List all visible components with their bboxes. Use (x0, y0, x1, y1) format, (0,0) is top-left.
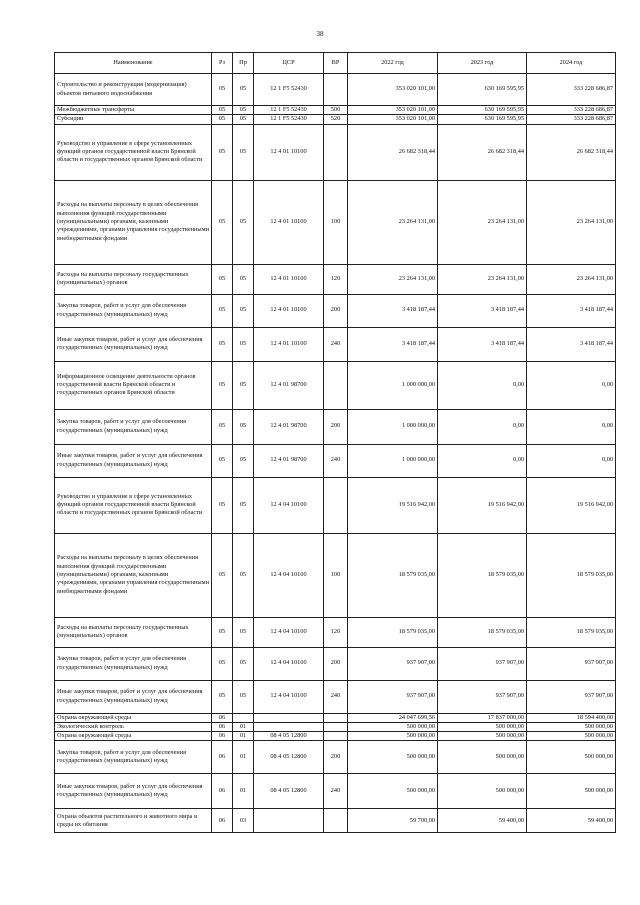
cell-csr: 12 4 04 10100 (254, 533, 324, 617)
cell-csr: 12 4 04 10100 (254, 680, 324, 713)
header-pr: Пр (233, 53, 254, 74)
cell-csr (254, 809, 324, 833)
cell-pr: 05 (233, 294, 254, 327)
cell-vr (324, 713, 348, 722)
cell-2024: 18 594 400,00 (527, 713, 616, 722)
cell-csr (254, 713, 324, 722)
cell-2024: 500 000,00 (527, 774, 616, 809)
cell-vr: 100 (324, 533, 348, 617)
cell-2022: 500 000,00 (348, 774, 438, 809)
cell-vr (324, 124, 348, 180)
cell-2022: 1 000 000,00 (348, 361, 438, 409)
cell-2023: 0,00 (438, 361, 527, 409)
cell-2023: 18 579 035,00 (438, 533, 527, 617)
cell-rz: 06 (212, 809, 233, 833)
cell-2022: 937 907,00 (348, 680, 438, 713)
cell-name: Иные закупки товаров, работ и услуг для обеспечения государственных (муниципальных) нужд (55, 444, 212, 477)
cell-csr: 12 4 01 98700 (254, 361, 324, 409)
cell-2024: 26 682 318,44 (527, 124, 616, 180)
cell-vr: 120 (324, 264, 348, 294)
cell-rz: 06 (212, 741, 233, 774)
cell-pr: 05 (233, 533, 254, 617)
cell-2022: 3 418 187,44 (348, 294, 438, 327)
table-row (55, 180, 616, 264)
page-number: 38 (316, 30, 324, 38)
table-row (55, 294, 616, 327)
cell-name: Иные закупки товаров, работ и услуг для обеспечения государственных (муниципальных) нужд (55, 680, 212, 713)
cell-2022: 1 000 000,00 (348, 444, 438, 477)
header-2024: 2024 год (527, 53, 616, 74)
cell-rz: 05 (212, 264, 233, 294)
cell-2023: 630 169 595,95 (438, 106, 527, 115)
cell-rz: 05 (212, 74, 233, 106)
table-row (55, 617, 616, 647)
cell-rz: 05 (212, 294, 233, 327)
cell-name: Расходы на выплаты персоналу в целях обеспечения выполнения функций государственными (муниципальными) органами, казенными учреждениями, органами управления государственными внебюджетными фондами (55, 180, 212, 264)
table-row (55, 774, 616, 809)
cell-csr: 12 4 01 10100 (254, 124, 324, 180)
header-row (55, 53, 616, 74)
cell-2023: 3 418 187,44 (438, 294, 527, 327)
cell-rz: 05 (212, 361, 233, 409)
cell-name: Иные закупки товаров, работ и услуг для обеспечения государственных (муниципальных) нужд (55, 774, 212, 809)
cell-csr: 12 4 04 10100 (254, 647, 324, 680)
cell-name: Иные закупки товаров, работ и услуг для обеспечения государственных (муниципальных) нужд (55, 327, 212, 361)
table-row (55, 713, 616, 722)
cell-vr: 520 (324, 115, 348, 124)
cell-2023: 19 516 942,00 (438, 477, 527, 533)
table-row (55, 741, 616, 774)
table-row (55, 533, 616, 617)
cell-name: Руководство и управление в сфере установленных функций органов государственной власти Брянской области и государственных органов Брянской области (55, 477, 212, 533)
cell-2024: 500 000,00 (527, 741, 616, 774)
cell-pr: 05 (233, 124, 254, 180)
cell-rz: 06 (212, 722, 233, 731)
table-row (55, 264, 616, 294)
cell-2022: 18 579 035,00 (348, 533, 438, 617)
cell-rz: 05 (212, 124, 233, 180)
cell-pr: 01 (233, 774, 254, 809)
cell-pr: 05 (233, 647, 254, 680)
cell-csr: 12 4 01 10100 (254, 264, 324, 294)
cell-2023: 937 907,00 (438, 680, 527, 713)
cell-pr: 05 (233, 74, 254, 106)
cell-csr: 12 1 F5 52430 (254, 74, 324, 106)
cell-csr: 08 4 05 12800 (254, 774, 324, 809)
cell-csr: 12 1 F5 52430 (254, 115, 324, 124)
cell-rz: 05 (212, 647, 233, 680)
cell-rz: 06 (212, 774, 233, 809)
cell-vr: 200 (324, 741, 348, 774)
cell-rz: 05 (212, 533, 233, 617)
cell-pr: 01 (233, 732, 254, 741)
cell-2022: 24 047 699,56 (348, 713, 438, 722)
cell-csr: 12 4 04 10100 (254, 617, 324, 647)
cell-pr: 05 (233, 180, 254, 264)
cell-2024: 937 907,00 (527, 680, 616, 713)
cell-2024: 0,00 (527, 409, 616, 444)
cell-2024: 0,00 (527, 444, 616, 477)
table-row (55, 74, 616, 106)
cell-2023: 59 400,00 (438, 809, 527, 833)
cell-rz: 05 (212, 477, 233, 533)
table-row (55, 732, 616, 741)
cell-vr (324, 732, 348, 741)
cell-2024: 0,00 (527, 361, 616, 409)
cell-vr (324, 361, 348, 409)
cell-rz: 05 (212, 680, 233, 713)
cell-vr: 200 (324, 409, 348, 444)
cell-2022: 353 020 101,00 (348, 115, 438, 124)
table-row (55, 361, 616, 409)
cell-rz: 05 (212, 115, 233, 124)
table-row (55, 477, 616, 533)
cell-pr: 05 (233, 264, 254, 294)
cell-name: Расходы на выплаты персоналу государственных (муниципальных) органов (55, 617, 212, 647)
cell-csr: 12 4 01 10100 (254, 327, 324, 361)
table-row (55, 722, 616, 731)
cell-2023: 500 000,00 (438, 732, 527, 741)
cell-pr: 05 (233, 115, 254, 124)
cell-2024: 3 418 187,44 (527, 294, 616, 327)
cell-2024: 333 228 686,87 (527, 115, 616, 124)
cell-name: Информационное освещение деятельности органов государственной власти Брянской области и государственных органов Брянской области (55, 361, 212, 409)
cell-2024: 18 579 035,00 (527, 617, 616, 647)
cell-2023: 500 000,00 (438, 774, 527, 809)
cell-vr: 240 (324, 444, 348, 477)
cell-csr: 12 1 F5 52430 (254, 106, 324, 115)
budget-table-wrapper (54, 52, 615, 833)
cell-2024: 19 516 942,00 (527, 477, 616, 533)
cell-name: Расходы на выплаты персоналу государственных (муниципальных) органов (55, 264, 212, 294)
cell-name: Охрана окружающей среды (55, 713, 212, 722)
budget-table (54, 52, 616, 833)
cell-csr: 08 4 05 12800 (254, 741, 324, 774)
table-row (55, 809, 616, 833)
cell-2023: 0,00 (438, 409, 527, 444)
cell-2022: 3 418 187,44 (348, 327, 438, 361)
cell-csr (254, 722, 324, 731)
cell-pr: 05 (233, 361, 254, 409)
cell-pr: 01 (233, 741, 254, 774)
cell-pr: 05 (233, 680, 254, 713)
cell-2023: 26 682 318,44 (438, 124, 527, 180)
cell-2023: 18 579 035,00 (438, 617, 527, 647)
cell-2023: 23 264 131,00 (438, 180, 527, 264)
cell-2024: 3 418 187,44 (527, 327, 616, 361)
header-csr: ЦСР (254, 53, 324, 74)
header-name: Наименование (55, 53, 212, 74)
cell-name: Экологический контроль (55, 722, 212, 731)
cell-name: Расходы на выплаты персоналу в целях обеспечения выполнения функций государственными (муниципальными) органами, казенными учреждениями, органами управления государственными внебюджетными фондами (55, 533, 212, 617)
cell-2024: 59 400,00 (527, 809, 616, 833)
header-vr: ВР (324, 53, 348, 74)
cell-2023: 500 000,00 (438, 722, 527, 731)
cell-name: Закупка товаров, работ и услуг для обеспечения государственных (муниципальных) нужд (55, 741, 212, 774)
cell-name: Охрана объектов растительного и животного мира и среды их обитания (55, 809, 212, 833)
header-2023: 2023 год (438, 53, 527, 74)
cell-rz: 05 (212, 327, 233, 361)
table-row (55, 115, 616, 124)
cell-2022: 26 682 318,44 (348, 124, 438, 180)
cell-pr: 05 (233, 444, 254, 477)
cell-name: Руководство и управление в сфере установленных функций органов государственной власти Брянской области и государственных органов Брянской области (55, 124, 212, 180)
cell-2022: 59 700,00 (348, 809, 438, 833)
cell-vr: 120 (324, 617, 348, 647)
cell-2022: 353 020 101,00 (348, 106, 438, 115)
cell-2024: 937 907,00 (527, 647, 616, 680)
table-row (55, 444, 616, 477)
cell-pr: 05 (233, 617, 254, 647)
cell-vr: 100 (324, 180, 348, 264)
cell-vr (324, 477, 348, 533)
cell-2022: 500 000,00 (348, 722, 438, 731)
table-row (55, 647, 616, 680)
cell-csr: 12 4 01 10100 (254, 180, 324, 264)
cell-rz: 05 (212, 409, 233, 444)
cell-pr: 05 (233, 477, 254, 533)
cell-2024: 333 228 686,87 (527, 74, 616, 106)
table-row (55, 106, 616, 115)
cell-rz: 05 (212, 617, 233, 647)
cell-2022: 23 264 131,00 (348, 264, 438, 294)
cell-pr: 01 (233, 722, 254, 731)
header-2022: 2022 год (348, 53, 438, 74)
header-rz: Рз (212, 53, 233, 74)
cell-2024: 500 000,00 (527, 722, 616, 731)
cell-name: Межбюджетные трансферты (55, 106, 212, 115)
cell-2023: 3 418 187,44 (438, 327, 527, 361)
cell-name: Закупка товаров, работ и услуг для обеспечения государственных (муниципальных) нужд (55, 294, 212, 327)
cell-2023: 500 000,00 (438, 741, 527, 774)
cell-2022: 23 264 131,00 (348, 180, 438, 264)
cell-vr: 200 (324, 294, 348, 327)
cell-2022: 19 516 942,00 (348, 477, 438, 533)
table-header (55, 53, 616, 74)
cell-pr (233, 713, 254, 722)
cell-csr: 12 4 01 98700 (254, 409, 324, 444)
cell-vr (324, 722, 348, 731)
cell-rz: 05 (212, 444, 233, 477)
cell-2024: 333 228 686,87 (527, 106, 616, 115)
cell-vr: 200 (324, 647, 348, 680)
cell-2022: 353 020 101,00 (348, 74, 438, 106)
cell-vr: 240 (324, 774, 348, 809)
cell-2023: 0,00 (438, 444, 527, 477)
cell-2023: 17 837 000,00 (438, 713, 527, 722)
cell-vr: 240 (324, 680, 348, 713)
cell-2024: 23 264 131,00 (527, 180, 616, 264)
cell-csr: 12 4 01 98700 (254, 444, 324, 477)
table-row (55, 327, 616, 361)
cell-rz: 05 (212, 106, 233, 115)
cell-pr: 05 (233, 327, 254, 361)
cell-rz: 05 (212, 180, 233, 264)
cell-2023: 630 169 595,95 (438, 115, 527, 124)
table-row (55, 124, 616, 180)
cell-name: Субсидии (55, 115, 212, 124)
cell-csr: 12 4 01 10100 (254, 294, 324, 327)
cell-2023: 630 169 595,95 (438, 74, 527, 106)
cell-vr: 500 (324, 106, 348, 115)
cell-vr (324, 809, 348, 833)
cell-2024: 23 264 131,00 (527, 264, 616, 294)
cell-name: Закупка товаров, работ и услуг для обеспечения государственных (муниципальных) нужд (55, 647, 212, 680)
cell-2023: 23 264 131,00 (438, 264, 527, 294)
cell-pr: 03 (233, 809, 254, 833)
cell-name: Охрана окружающей среды (55, 732, 212, 741)
cell-vr: 240 (324, 327, 348, 361)
cell-2023: 937 907,00 (438, 647, 527, 680)
table-body (55, 74, 616, 833)
cell-name: Закупка товаров, работ и услуг для обеспечения государственных (муниципальных) нужд (55, 409, 212, 444)
cell-name: Строительство и реконструкция (модернизация) объектов питьевого водоснабжения (55, 74, 212, 106)
cell-pr: 05 (233, 106, 254, 115)
cell-csr: 08 4 05 12800 (254, 732, 324, 741)
cell-2024: 18 579 035,00 (527, 533, 616, 617)
cell-rz: 06 (212, 713, 233, 722)
cell-2022: 937 907,00 (348, 647, 438, 680)
cell-vr (324, 74, 348, 106)
table-row (55, 680, 616, 713)
cell-2024: 500 000,00 (527, 732, 616, 741)
cell-2022: 1 000 000,00 (348, 409, 438, 444)
cell-rz: 06 (212, 732, 233, 741)
cell-pr: 05 (233, 409, 254, 444)
table-row (55, 409, 616, 444)
cell-2022: 18 579 035,00 (348, 617, 438, 647)
cell-csr: 12 4 04 10100 (254, 477, 324, 533)
cell-2022: 500 000,00 (348, 741, 438, 774)
cell-2022: 500 000,00 (348, 732, 438, 741)
